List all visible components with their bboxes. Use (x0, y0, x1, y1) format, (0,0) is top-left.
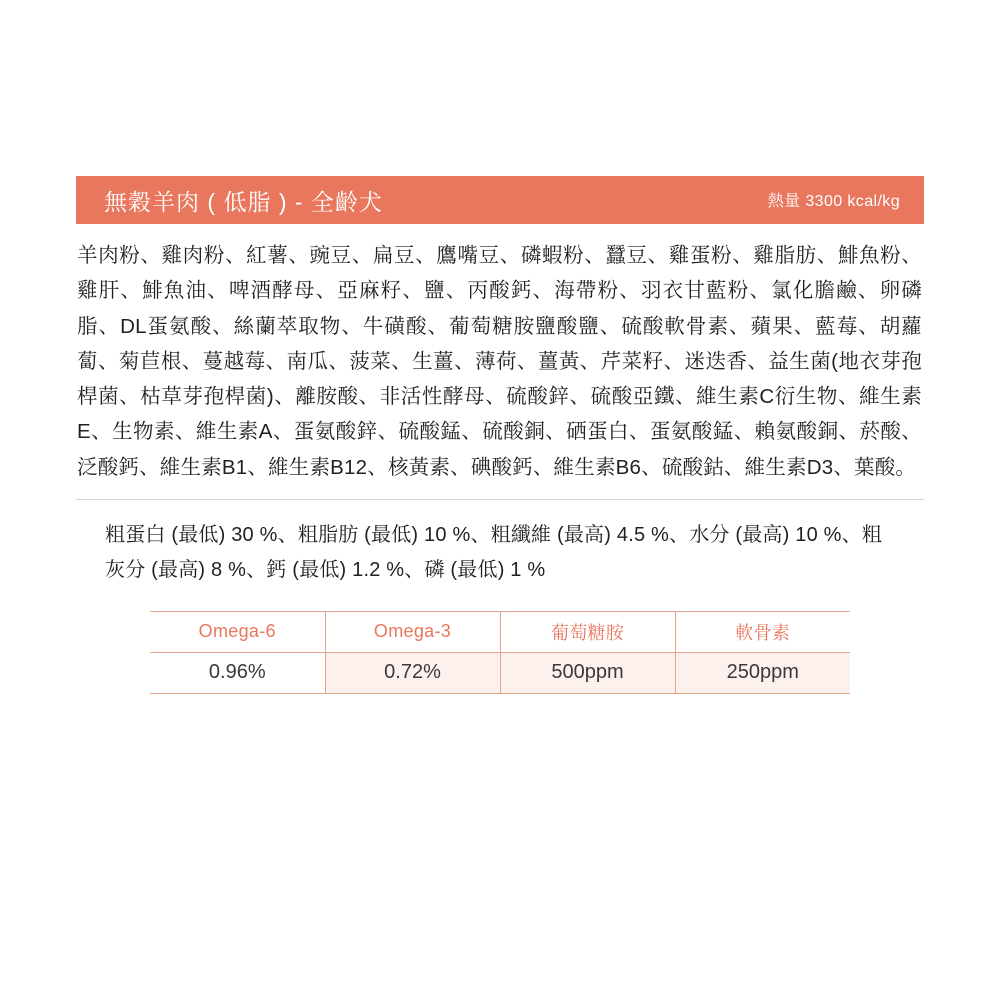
table-header-cell: Omega-3 (325, 611, 500, 652)
label-header-bar (76, 176, 924, 224)
table-header-cell: 葡萄糖胺 (500, 611, 675, 652)
nutrient-table (150, 611, 850, 694)
table-header-cell: Omega-6 (150, 611, 325, 652)
table-header-cell: 軟骨素 (675, 611, 850, 652)
ingredients-paragraph: 羊肉粉、雞肉粉、紅薯、豌豆、扁豆、鷹嘴豆、磷蝦粉、蠶豆、雞蛋粉、雞脂肪、鯡魚粉、雞肝、鯡魚油、啤酒酵母、亞麻籽、鹽、丙酸鈣、海帶粉、羽衣甘藍粉、氯化膽鹼、卵磷脂、DL蛋氨酸、絲蘭萃取物、牛磺酸、葡萄糖胺鹽酸鹽、硫酸軟骨素、蘋果、藍莓、胡蘿蔔、菊苣根、蔓越莓、南瓜、菠菜、生薑、薄荷、薑黃、芹菜籽、迷迭香、益生菌(地衣芽孢桿菌、枯草芽孢桿菌)、離胺酸、非活性酵母、硫酸鋅、硫酸亞鐵、維生素C衍生物、維生素E、生物素、維生素A、蛋氨酸鋅、硫酸錳、硫酸銅、硒蛋白、蛋氨酸錳、賴氨酸銅、菸酸、泛酸鈣、維生素B1、維生素B12、核黃素、碘酸鈣、維生素B6、硫酸鈷、維生素D3、葉酸。 (77, 244, 922, 479)
table-cell: 250ppm (675, 652, 850, 693)
table-header-row (150, 611, 850, 652)
guaranteed-analysis-text: 粗蛋白 (最低) 30 %、粗脂肪 (最低) 10 %、粗纖維 (最高) 4.5 %、水分 (最高) 10 %、粗灰分 (最高) 8 %、鈣 (最低) 1.2 %、磷 (最低) 1 % (105, 523, 883, 582)
table-cell: 0.72% (325, 652, 500, 693)
section-divider (76, 499, 924, 500)
product-title: 無穀羊肉 ( 低脂 ) - 全齡犬 (104, 188, 383, 215)
table-cell: 500ppm (500, 652, 675, 693)
table-cell: 0.96% (150, 652, 325, 693)
energy-value: 熱量 3300 kcal/kg (767, 193, 900, 210)
label-sheet (76, 176, 924, 694)
table-row (150, 652, 850, 693)
